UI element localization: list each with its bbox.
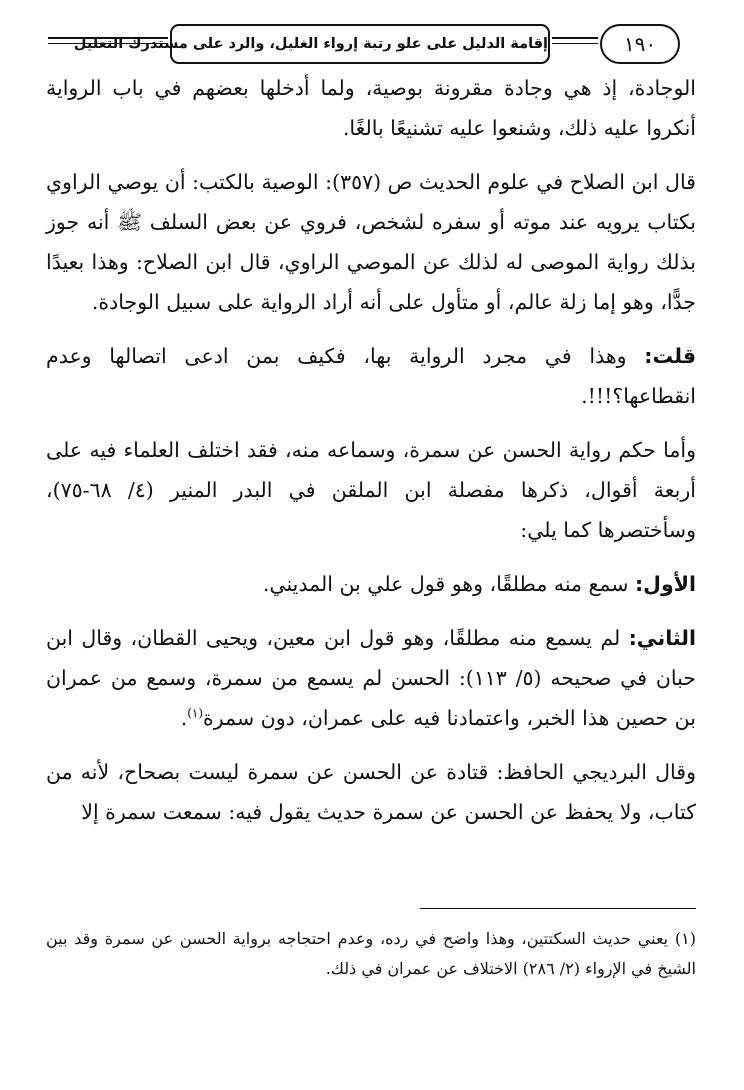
paragraph-text: . — [180, 706, 188, 730]
paragraph-text: وهذا في مجرد الرواية بها، فكيف بمن ادعى اتصالها وعدم انقطاعها؟!!!. — [46, 344, 696, 408]
footnote-rule — [420, 908, 696, 909]
footnote — [46, 924, 696, 984]
header-rule — [552, 43, 598, 44]
running-title: إقامة الدليل على علو رتبة إرواء الغليل، والرد على مستدرك التعليل — [170, 24, 550, 64]
page-number: ١٩٠ — [600, 24, 680, 64]
main-text — [46, 68, 696, 832]
paragraph — [46, 336, 696, 416]
paragraph-lead: الثاني: — [628, 626, 696, 650]
header-rule — [552, 37, 598, 39]
paragraph-text: سمع منه مطلقًا، وهو قول علي بن المديني. — [262, 572, 635, 596]
paragraph — [46, 618, 696, 738]
footnote-reference[interactable]: (١) — [187, 706, 204, 721]
footnote-text: (١) يعني حديث السكتتين، وهذا واضح في رده، وعدم احتجاجه برواية الحسن عن سمرة وقد بين الشيخ في الإرواء (٢/ ٢٨٦) الاختلاف عن عمران في ذلك. — [46, 929, 696, 978]
paragraph-text: لم يسمع منه مطلقًا، وهو قول ابن معين، ويحيى القطان، وقال ابن حبان في صحيحه (٥/ ١١٣): الحسن لم يسمع من سمرة، وسمع من عمران بن حصين هذا الخبر، واعتمادنا فيه على عمران، دون سمرة — [46, 626, 696, 730]
paragraph: وأما حكم رواية الحسن عن سمرة، وسماعه منه، فقد اختلف العلماء فيه على أربعة أقوال، ذكرها مفصلة ابن الملقن في البدر المنير (٤/ ٦٨-٧٥)، وسأختصرها كما يلي: — [46, 438, 696, 542]
paragraph — [46, 564, 696, 604]
paragraph: قال ابن الصلاح في علوم الحديث ص (٣٥٧): الوصية بالكتب: أن يوصي الراوي بكتاب يرويه عند موته أو سفره لشخص، فروي عن بعض السلف ﷺ أنه جوز بذلك رواية الموصى له لذلك عن الموصي الراوي، قال ابن الصلاح: وهذا بعيدًا جدًّا، وهو إما زلة عالم، أو متأول على أنه أراد الرواية على سبيل الوجادة. — [46, 170, 696, 314]
paragraph-lead: الأول: — [634, 572, 696, 596]
paragraph-lead: قلت: — [644, 344, 696, 368]
paragraph: وقال البرديجي الحافظ: قتادة عن الحسن عن سمرة ليست بصحاح، لأنه من كتاب، ولا يحفظ عن الحسن عن سمرة حديث يقول فيه: سمعت سمرة إلا — [46, 760, 696, 824]
paragraph: الوجادة، إذ هي وجادة مقرونة بوصية، ولما أدخلها بعضهم في باب الرواية أنكروا عليه ذلك، وشنعوا عليه تشنيعًا بالغًا. — [46, 76, 696, 140]
